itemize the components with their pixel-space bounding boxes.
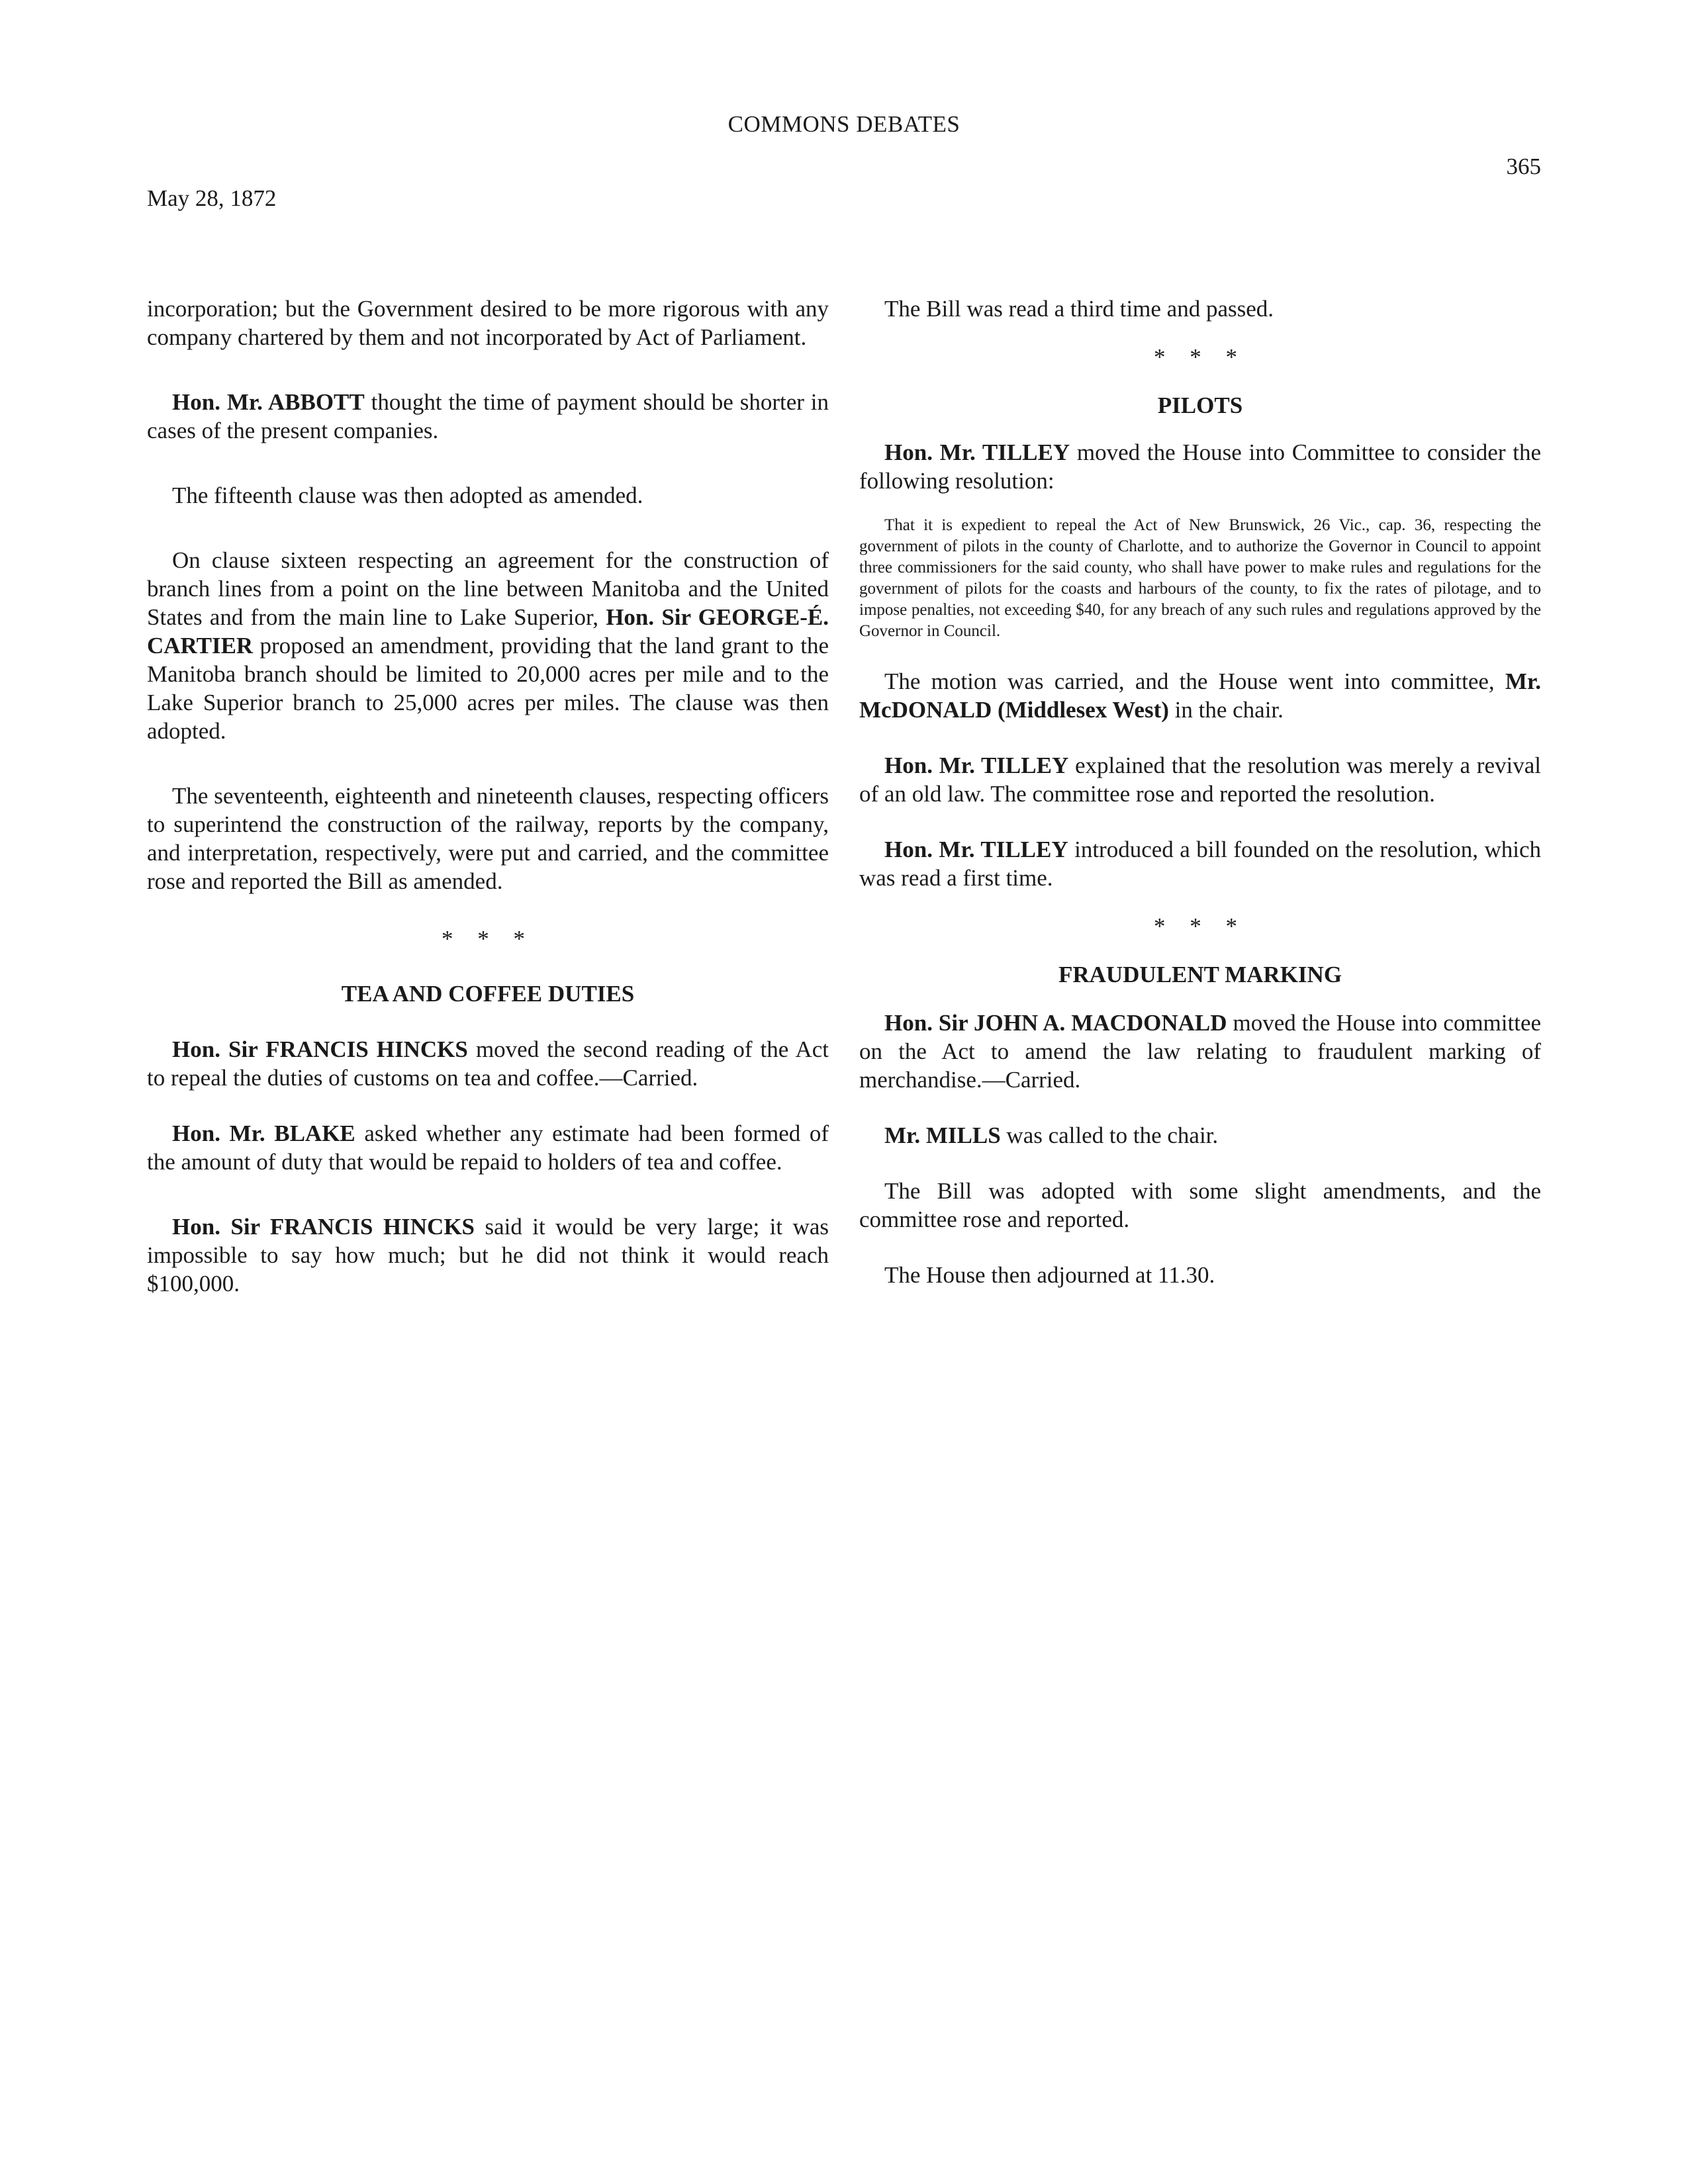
paragraph (147, 1035, 829, 1092)
page-number: 365 (1506, 154, 1541, 179)
speaker-name: Hon. Mr. ABBOTT (172, 389, 365, 415)
paragraph-text: in the chair. (1168, 697, 1284, 723)
paragraph: The Bill was adopted with some slight amendments, and the committee rose and reported. (859, 1178, 1541, 1232)
paragraph-text: said it would be very large; it was impossible to say how much; but he did not think it would reach $100,000. (147, 1214, 829, 1297)
paragraph-text: introduced a bill founded on the resolution, which was read a first time. (859, 837, 1541, 891)
paragraph (147, 388, 829, 445)
paragraph: The Bill was read a third time and passed. (884, 296, 1274, 322)
paragraph (859, 835, 1541, 892)
speaker-name: Hon. Mr. TILLEY (884, 752, 1069, 778)
paragraph-text: moved the House into committee on the Act to amend the law relating to fraudulent marking of merchandise.—Carried. (859, 1010, 1542, 1093)
section-separator: * * * (442, 926, 534, 952)
running-head: COMMONS DEBATES (727, 111, 961, 137)
paragraph (147, 1119, 829, 1176)
section-heading: TEA AND COFFEE DUTIES (341, 981, 635, 1007)
date-line: May 28, 1872 (147, 185, 277, 211)
paragraph-text: was called to the chair. (1000, 1122, 1219, 1148)
paragraph-text: proposed an amendment, providing that the land grant to the Manitoba branch should be limited to 20,000 acres per mile and to the Lake Superior branch to 25,000 acres per miles. The clause was then adopted. (147, 633, 829, 744)
paragraph-text: The motion was carried, and the House went into committee, (884, 668, 1505, 694)
speaker-name: Hon. Mr. BLAKE (172, 1120, 355, 1146)
paragraph (147, 546, 829, 745)
speaker-name: Hon. Sir JOHN A. MACDONALD (884, 1010, 1227, 1036)
section-separator: * * * (1154, 913, 1246, 939)
section-heading: PILOTS (1157, 392, 1243, 418)
paragraph (859, 1009, 1541, 1094)
paragraph (147, 1212, 829, 1298)
paragraph-text: explained that the resolution was merely a revival of an old law. The committee rose and reported the resolution. (859, 752, 1541, 807)
section-separator: * * * (1154, 344, 1246, 370)
paragraph: The fifteenth clause was then adopted as amended. (172, 482, 643, 508)
paragraph-text: On clause sixteen respecting an agreement for the construction of branch lines from a point on the line between Manitoba and the United States and from the main line to Lake Superior, (147, 547, 829, 630)
paragraph-text: moved the second reading of the Act to repeal the duties of customs on tea and coffee.—Carried. (147, 1036, 829, 1091)
paragraph: The seventeenth, eighteenth and nineteenth clauses, respecting officers to superintend the construction of the railway, reports by the company, and interpretation, respectively, were put and carried, and the committee rose and reported the Bill as amended. (147, 783, 829, 894)
chair-name: Mr. McDONALD (Middlesex West) (859, 668, 1541, 723)
paragraph-text: asked whether any estimate had been formed of the amount of duty that would be repaid to holders of tea and coffee. (147, 1120, 829, 1175)
paragraph (859, 667, 1541, 724)
resolution-quote: That it is expedient to repeal the Act of New Brunswick, 26 Vic., cap. 36, respecting the government of pilots in the county of Charlotte, and to authorize the Governor in Council to appoint three commissioners for the said county, who shall have power to make rules and regulations for the government of pilots for the coasts and harbours of the county, to fix the rates of pilotage, and to impose penalties, not exceeding $40, for any breach of any such rules and regulations approved by the Governor in Council. (859, 516, 1541, 640)
left-column (147, 295, 829, 1298)
paragraph-text: moved the House into Committee to consider the following resolution: (859, 439, 1541, 494)
speaker-name: Hon. Mr. TILLEY (884, 439, 1070, 465)
paragraph: incorporation; but the Government desired to be more rigorous with any company chartered by them and not incorporated by Act of Parliament. (147, 296, 829, 350)
speaker-name: Hon. Sir FRANCIS HINCKS (172, 1036, 468, 1062)
speaker-name: Hon. Sir GEORGE-É. CARTIER (147, 604, 829, 659)
paragraph (859, 1121, 1541, 1150)
paragraph (859, 438, 1541, 495)
section-heading: FRAUDULENT MARKING (1058, 962, 1342, 987)
right-column (859, 295, 1541, 1289)
speaker-name: Hon. Mr. TILLEY (884, 837, 1068, 862)
paragraph: The House then adjourned at 11.30. (884, 1262, 1215, 1288)
speaker-name: Mr. MILLS (884, 1122, 1001, 1148)
paragraph (859, 751, 1541, 808)
paragraph-text: thought the time of payment should be shorter in cases of the present companies. (147, 389, 829, 443)
speaker-name: Hon. Sir FRANCIS HINCKS (172, 1214, 475, 1240)
